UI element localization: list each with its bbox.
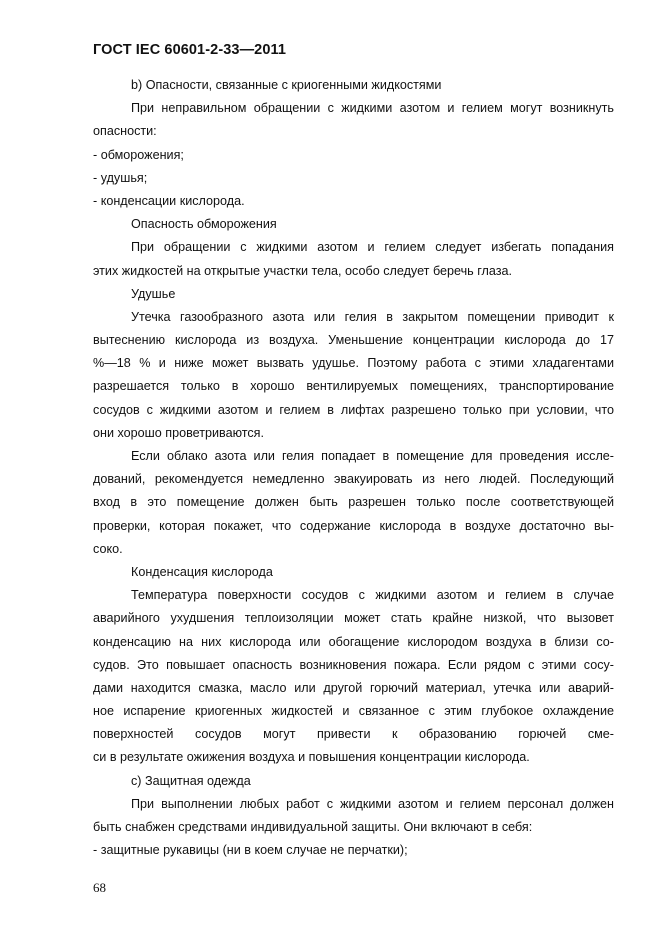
text-line: - обморожения;: [93, 147, 184, 162]
text-line: При неправильном обращении с жидкими азотом и гелием могут возникнуть: [131, 101, 614, 116]
text-line: %—18 % и ниже может вызвать удушье. Поэтому работа с этими хладагентами: [93, 356, 614, 371]
text-line: Конденсация кислорода: [131, 564, 273, 579]
text-line: проверки, которая покажет, что содержание кислорода в воздухе достаточно вы-: [93, 518, 614, 533]
text-line: - удушья;: [93, 170, 148, 185]
text-line: разрешается только в хорошо вентилируемых помещениях, транспортирование: [93, 379, 614, 394]
text-line: поверхностей сосудов могут привести к образованию горючей сме-: [93, 727, 614, 742]
text-line: дований, рекомендуется немедленно эвакуировать из него людей. Последующий: [93, 472, 614, 487]
document-header: ГОСТ IEC 60601-2-33—2011: [93, 42, 287, 58]
text-line: аварийного ухудшения теплоизоляции может стать крайне низкой, что вызовет: [93, 611, 614, 626]
text-line: судов. Это повышает опасность возникновения пожара. Если рядом с этими сосу-: [93, 657, 614, 672]
text-line: дами находится смазка, масло или другой горючий материал, утечка или аварий-: [93, 680, 614, 695]
text-line: b) Опасности, связанные с криогенными жидкостями: [131, 78, 442, 92]
text-line: опасности:: [93, 124, 157, 139]
text-line: Удушье: [131, 286, 176, 301]
text-line: ное испарение криогенных жидкостей и связанное с этим глубокое охлаждение: [93, 704, 614, 719]
text-line: си в результате ожижения воздуха и повышения концентрации кислорода.: [93, 750, 530, 765]
text-line: c) Защитная одежда: [131, 773, 251, 788]
text-line: Опасность обморожения: [131, 217, 277, 232]
text-line: сосудов с жидкими азотом и гелием в лифтах разрешено только при условии, что: [93, 402, 614, 417]
text-line: вход в это помещение должен быть разрешен только после соответствующей: [93, 495, 614, 510]
text-line: При выполнении любых работ с жидкими азотом и гелием персонал должен: [131, 796, 614, 811]
text-line: Утечка газообразного азота или гелия в закрытом помещении приводит к: [131, 309, 614, 324]
text-line: они хорошо проветриваются.: [93, 425, 264, 440]
text-line: При обращении с жидкими азотом и гелием следует избегать попадания: [131, 240, 614, 255]
body-text: [93, 74, 614, 862]
text-line: вытеснению кислорода из воздуха. Уменьшение концентрации кислорода до 17: [93, 333, 614, 348]
text-line: Температура поверхности сосудов с жидкими азотом и гелием в случае: [131, 588, 614, 603]
text-line: Если облако азота или гелия попадает в помещение для проведения иссле-: [131, 449, 614, 463]
page-number: 68: [93, 880, 106, 895]
text-line: соко.: [93, 541, 123, 556]
text-line: - конденсации кислорода.: [93, 193, 245, 208]
text-line: быть снабжен средствами индивидуальной защиты. Они включают в себя:: [93, 820, 533, 834]
text-line: этих жидкостей на открытые участки тела, особо следует беречь глаза.: [93, 263, 513, 278]
text-line: - защитные рукавицы (ни в коем случае не перчатки);: [93, 843, 408, 858]
text-line: конденсацию на них кислорода или обогащение кислородом воздуха в близи со-: [93, 634, 614, 649]
